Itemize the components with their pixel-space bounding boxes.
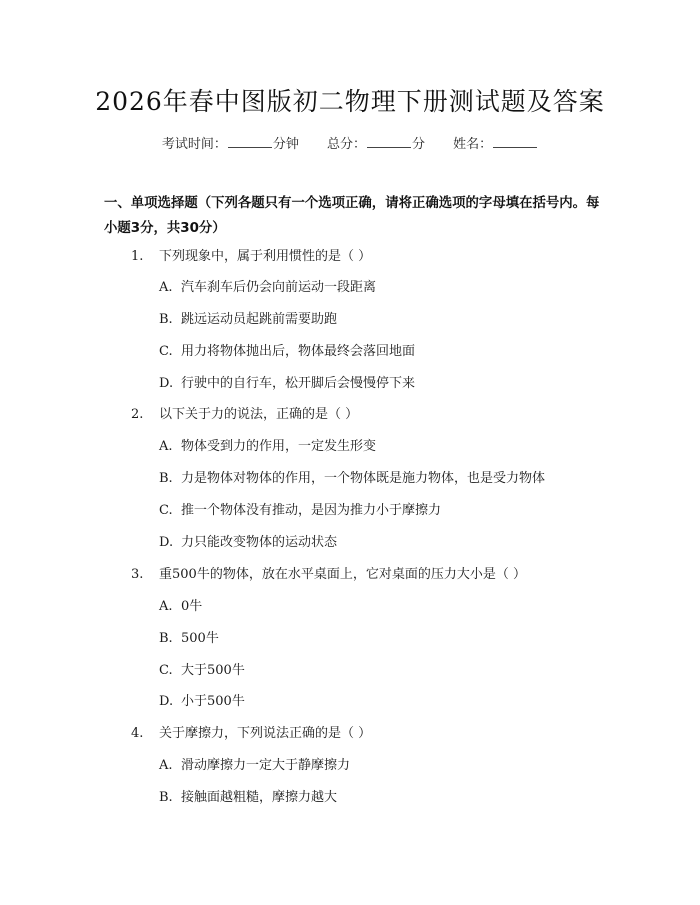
option-text: 推一个物体没有推动，是因为推力小于摩擦力 (181, 503, 442, 518)
option-text: 0牛 (181, 599, 203, 614)
question-1-option-d (159, 372, 415, 391)
option-letter: B. (159, 312, 173, 327)
option-text: 小于500牛 (181, 694, 245, 709)
question-3-option-d (159, 690, 245, 709)
option-letter: A. (159, 439, 173, 454)
option-letter: B. (159, 471, 173, 486)
option-text: 500牛 (181, 631, 219, 646)
student-name-label: 姓名： (453, 137, 493, 152)
option-text: 大于500牛 (181, 663, 245, 678)
question-4 (131, 722, 371, 741)
question-4-option-b (159, 786, 337, 805)
question-2-option-c (159, 499, 441, 518)
question-3-option-b (159, 627, 219, 646)
question-4-option-a (159, 754, 350, 773)
option-letter: C. (159, 503, 173, 518)
option-text: 用力将物体抛出后，物体最终会落回地面 (181, 344, 416, 359)
option-text: 滑动摩擦力一定大于静摩擦力 (181, 758, 351, 773)
option-letter: A. (159, 280, 173, 295)
option-text: 行驶中的自行车，松开脚后会慢慢停下来 (181, 376, 416, 391)
question-text: 关于摩擦力，下列说法正确的是（ ） (159, 726, 372, 741)
option-letter: A. (159, 599, 173, 614)
question-number: 4. (131, 726, 144, 741)
option-text: 力只能改变物体的运动状态 (181, 535, 338, 550)
question-2-option-b (159, 467, 545, 486)
question-text: 下列现象中，属于利用惯性的是（ ） (159, 249, 372, 264)
option-text: 物体受到力的作用，一定发生形变 (181, 439, 377, 454)
question-number: 1. (131, 249, 144, 264)
question-number: 3. (131, 567, 144, 582)
question-text: 重500牛的物体，放在水平桌面上，它对桌面的压力大小是（ ） (159, 567, 526, 582)
question-3 (131, 563, 526, 582)
exam-time (162, 137, 303, 152)
option-letter: C. (159, 663, 173, 678)
question-2-option-d (159, 531, 337, 550)
question-3-option-a (159, 595, 202, 614)
question-number: 2. (131, 407, 144, 422)
question-1-option-b (159, 308, 337, 327)
exam-time-blank (228, 137, 272, 148)
exam-time-unit: 分钟 (272, 137, 299, 152)
option-text: 力是物体对物体的作用，一个物体既是施力物体，也是受力物体 (181, 471, 546, 486)
question-1-option-c (159, 340, 415, 359)
total-score-blank (367, 137, 411, 148)
exam-info-line (0, 133, 700, 152)
student-name-blank (493, 137, 537, 148)
total-score-label: 总分： (326, 137, 366, 152)
student-name (453, 137, 538, 152)
question-1-option-a (159, 276, 376, 295)
total-score (327, 137, 429, 152)
total-score-unit: 分 (412, 137, 426, 152)
question-text: 以下关于力的说法，正确的是（ ） (159, 407, 359, 422)
exam-time-label: 考试时间： (161, 137, 227, 152)
option-letter: D. (159, 694, 174, 709)
option-text: 汽车刹车后仍会向前运动一段距离 (181, 280, 377, 295)
option-letter: B. (159, 631, 173, 646)
option-letter: C. (159, 344, 173, 359)
section-heading: 一、单项选择题（下列各题只有一个选项正确，请将正确选项的字母填在括号内。每小题3分，共30分） (104, 196, 600, 236)
question-1 (131, 245, 371, 264)
question-2 (131, 403, 358, 422)
page-title: 2026年春中图版初二物理下册测试题及答案 (95, 87, 605, 116)
question-3-option-c (159, 659, 245, 678)
option-letter: D. (159, 376, 174, 391)
option-text: 跳远运动员起跳前需要助跑 (181, 312, 338, 327)
option-text: 接触面越粗糙，摩擦力越大 (181, 790, 338, 805)
question-2-option-a (159, 435, 376, 454)
option-letter: B. (159, 790, 173, 805)
option-letter: D. (159, 535, 174, 550)
option-letter: A. (159, 758, 173, 773)
